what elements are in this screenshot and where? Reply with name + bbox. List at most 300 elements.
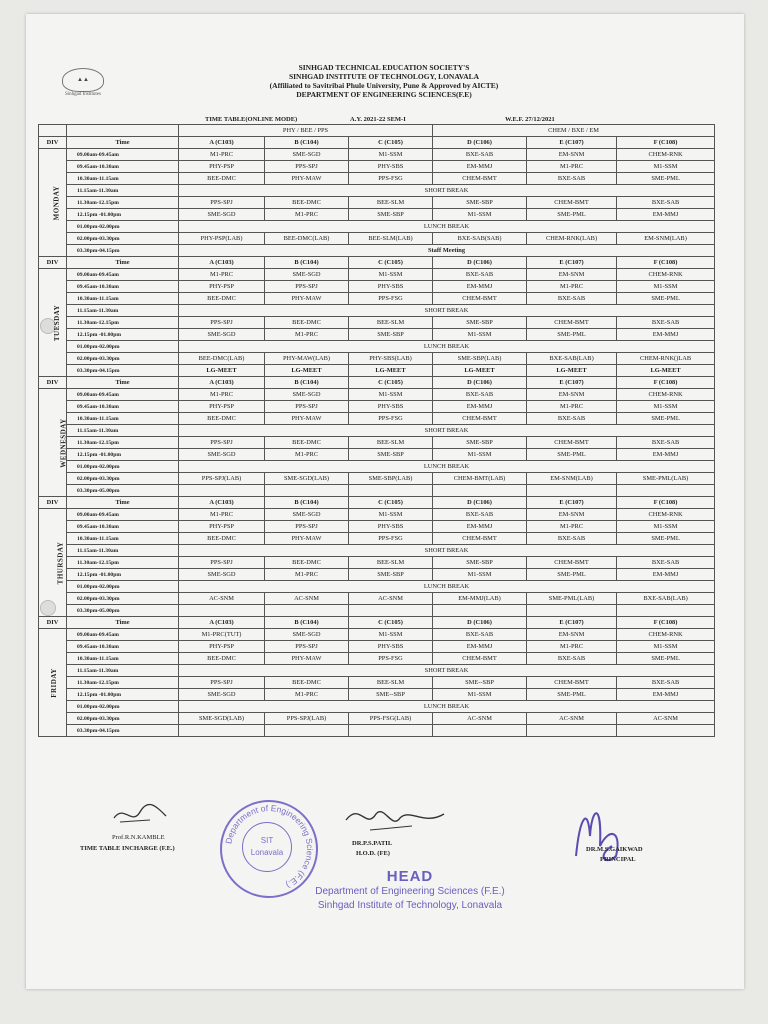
division-header: D (C106) [433, 137, 527, 149]
affiliation: (Affiliated to Savitribai Phule University, Pune & Approved by AICTE) [269, 81, 499, 90]
division-header: F (C108) [617, 377, 715, 389]
time-slot: 03.30pm-05.00pm [67, 605, 179, 617]
group-left-label: PHY / BEE / PPS [179, 125, 433, 137]
time-slot: 10.30am-11.15am [67, 533, 179, 545]
subject-cell: SME-PML(LAB) [617, 473, 715, 485]
division-header: F (C108) [617, 257, 715, 269]
document-header [0, 63, 768, 99]
subject-cell: SME-SBP [433, 317, 527, 329]
subject-cell: BEE-DMC [179, 533, 265, 545]
day-name: FRIDAY [49, 667, 58, 698]
subject-cell: SME-PML [527, 449, 617, 461]
division-header: A (C103) [179, 257, 265, 269]
subject-cell: M1-PRC [527, 641, 617, 653]
seal-center [242, 822, 292, 872]
subject-cell: BEE-DMC [179, 413, 265, 425]
incharge-title: TIME TABLE INCHARGE (F.E.) [80, 845, 175, 852]
group-header-row [39, 125, 715, 137]
division-header-row [39, 497, 715, 509]
table-row [39, 581, 715, 593]
subject-cell: PHY-PSP [179, 281, 265, 293]
table-row [39, 521, 715, 533]
time-slot: 10.30am-11.15am [67, 173, 179, 185]
subject-cell: SME-SBP [349, 449, 433, 461]
subject-cell: M1-SSM [433, 689, 527, 701]
subject-cell: PPS-SPJ [265, 521, 349, 533]
subject-cell: SME-SGD [179, 689, 265, 701]
subject-cell: PPS-FSG [349, 653, 433, 665]
subject-cell: M1-SSM [617, 401, 715, 413]
div-header: DIV [39, 257, 67, 269]
subject-cell: M1-PRC [179, 269, 265, 281]
table-row [39, 413, 715, 425]
subject-cell: EM-SNM [527, 389, 617, 401]
division-header: E (C107) [527, 497, 617, 509]
time-header: Time [67, 377, 179, 389]
subject-cell: EM-MMJ [617, 689, 715, 701]
table-row [39, 149, 715, 161]
division-header: A (C103) [179, 617, 265, 629]
subject-cell: M1-SSM [433, 209, 527, 221]
table-row [39, 245, 715, 257]
subject-cell: M1-PRC [265, 329, 349, 341]
table-row [39, 509, 715, 521]
div-header: DIV [39, 497, 67, 509]
subject-cell: EM-SNM [527, 149, 617, 161]
subject-cell: AC-SNM [617, 713, 715, 725]
subject-cell: PHY-MAW [265, 293, 349, 305]
subject-cell: PHY-SBS [349, 521, 433, 533]
break-cell: SHORT BREAK [179, 185, 715, 197]
table-row [39, 557, 715, 569]
break-cell: LUNCH BREAK [179, 461, 715, 473]
subject-cell: BXE-SAB [433, 389, 527, 401]
time-slot: 02.00pm-03.30pm [67, 353, 179, 365]
div-header: DIV [39, 137, 67, 149]
break-cell: SHORT BREAK [179, 665, 715, 677]
hod-name: DR.P.S.PATIL [352, 840, 393, 847]
table-row [39, 317, 715, 329]
break-cell: LUNCH BREAK [179, 581, 715, 593]
time-slot: 12.15pm -01.00pm [67, 569, 179, 581]
subject-cell: SME-SGD [179, 329, 265, 341]
time-slot: 12.15pm -01.00pm [67, 329, 179, 341]
subject-cell: CHEM-RNK [617, 629, 715, 641]
table-row [39, 677, 715, 689]
break-cell: SHORT BREAK [179, 425, 715, 437]
subject-cell: M1-PRC [179, 149, 265, 161]
time-slot: 09.45am-10.30am [67, 641, 179, 653]
break-cell: SHORT BREAK [179, 305, 715, 317]
subject-cell: CHEM-BMT(LAB) [433, 473, 527, 485]
subject-cell: PHY-MAW [265, 533, 349, 545]
subject-cell: AC-SNM [433, 713, 527, 725]
time-slot: 11.15am-11.30am [67, 545, 179, 557]
subject-cell: PHY-MAW [265, 173, 349, 185]
subject-cell: PPS-SPJ [179, 317, 265, 329]
day-name: THURSDAY [56, 541, 65, 584]
time-slot: 09.45am-10.30am [67, 401, 179, 413]
subject-cell: BXE-SAB [527, 173, 617, 185]
div-header: DIV [39, 377, 67, 389]
subject-cell: M1-PRC [265, 689, 349, 701]
division-header: A (C103) [179, 497, 265, 509]
subject-cell: PPS-SPJ(LAB) [265, 713, 349, 725]
subject-cell: BXE-SAB [527, 293, 617, 305]
time-header: Time [67, 617, 179, 629]
subject-cell: PHY-PSP [179, 641, 265, 653]
time-slot: 11.15am-11.30am [67, 305, 179, 317]
subject-cell: M1-SSM [433, 449, 527, 461]
day-label [39, 629, 67, 737]
subject-cell: BEE-DMC [265, 317, 349, 329]
subject-cell: BXE-SAB [433, 149, 527, 161]
division-header: F (C108) [617, 617, 715, 629]
division-header: C (C105) [349, 377, 433, 389]
table-row [39, 533, 715, 545]
table-row [39, 629, 715, 641]
subject-cell: SME-SBP [349, 329, 433, 341]
subject-cell: SME--SBP [349, 689, 433, 701]
subject-cell: BEE-SLM [349, 197, 433, 209]
hod-title: H.O.D. (FE) [356, 850, 390, 857]
subject-cell: SME-PML [527, 569, 617, 581]
subject-cell: CHEM-BMT [433, 413, 527, 425]
subject-cell [617, 725, 715, 737]
break-cell: LUNCH BREAK [179, 701, 715, 713]
subject-cell [349, 485, 433, 497]
subject-cell: BEE-DMC [265, 677, 349, 689]
subject-cell: SME-SGD [179, 209, 265, 221]
division-header-row [39, 137, 715, 149]
table-row [39, 389, 715, 401]
break-cell: SHORT BREAK [179, 545, 715, 557]
division-header: B (C104) [265, 257, 349, 269]
subject-cell: PPS-SPJ [265, 161, 349, 173]
subject-cell: PHY-MAW(LAB) [265, 353, 349, 365]
subject-cell: EM-MMJ [617, 449, 715, 461]
subject-cell: SME-SGD(LAB) [179, 713, 265, 725]
subject-cell: LG-MEET [179, 365, 265, 377]
table-row [39, 197, 715, 209]
subject-cell: SME-SGD [265, 629, 349, 641]
division-header: C (C105) [349, 497, 433, 509]
time-header: Time [67, 257, 179, 269]
subject-cell: SME--SBP [433, 677, 527, 689]
subject-cell: CHEM-BMT [433, 653, 527, 665]
time-slot: 02.00pm-03.30pm [67, 233, 179, 245]
subject-cell: LG-MEET [265, 365, 349, 377]
subject-cell: BEE-DMC(LAB) [265, 233, 349, 245]
subject-cell: CHEM-BMT [433, 533, 527, 545]
subject-cell: SME-SBP(LAB) [433, 353, 527, 365]
division-header: A (C103) [179, 137, 265, 149]
division-header: B (C104) [265, 377, 349, 389]
subject-cell: BEE-SLM [349, 677, 433, 689]
subject-cell: BEE-SLM [349, 437, 433, 449]
table-row [39, 593, 715, 605]
subject-cell: CHEM-BMT [527, 557, 617, 569]
table-row [39, 173, 715, 185]
table-row [39, 605, 715, 617]
time-slot: 10.30am-11.15am [67, 653, 179, 665]
time-slot: 02.00pm-03.30pm [67, 473, 179, 485]
subject-cell: SME-SGD [179, 569, 265, 581]
subject-cell: M1-SSM [349, 269, 433, 281]
subject-cell: M1-SSM [433, 569, 527, 581]
subject-cell: SME-PML [527, 329, 617, 341]
break-cell: LUNCH BREAK [179, 221, 715, 233]
subject-cell: PHY-SBS [349, 641, 433, 653]
time-header: Time [67, 137, 179, 149]
subject-cell: PPS-SPJ [265, 401, 349, 413]
table-row [39, 365, 715, 377]
subject-cell: SME-PML [527, 689, 617, 701]
subject-cell: EM-MMJ [433, 641, 527, 653]
subject-cell: EM-MMJ [617, 329, 715, 341]
subject-cell: SME-PML [527, 209, 617, 221]
subject-cell: PPS-SPJ [179, 677, 265, 689]
table-row [39, 293, 715, 305]
table-row [39, 425, 715, 437]
subject-cell: CHEM-RNK()LAB [617, 353, 715, 365]
subject-cell: BXE-SAB [617, 317, 715, 329]
subject-cell [527, 725, 617, 737]
time-slot: 09.45am-10.30am [67, 281, 179, 293]
subject-cell [265, 605, 349, 617]
subject-cell: M1-SSM [349, 509, 433, 521]
table-row [39, 221, 715, 233]
time-slot: 12.15pm -01.00pm [67, 449, 179, 461]
subject-cell: PPS-SPJ [179, 557, 265, 569]
time-slot: 11.30am-12.15pm [67, 557, 179, 569]
subject-cell: EM-SNM(LAB) [617, 233, 715, 245]
table-row [39, 329, 715, 341]
hod-stamp [270, 868, 550, 913]
subject-cell: BEE-DMC(LAB) [179, 353, 265, 365]
subject-cell: M1-PRC(TUT) [179, 629, 265, 641]
subject-cell: BXE-SAB [527, 413, 617, 425]
subject-cell: M1-SSM [349, 389, 433, 401]
subject-cell: M1-PRC [527, 281, 617, 293]
subject-cell: SME-PML [617, 173, 715, 185]
subject-cell: BXE-SAB [617, 437, 715, 449]
division-header: C (C105) [349, 257, 433, 269]
day-name: TUESDAY [53, 304, 62, 341]
subject-cell: BEE-DMC [265, 197, 349, 209]
time-slot: 09.00am-09.45am [67, 509, 179, 521]
subject-cell: M1-PRC [179, 389, 265, 401]
subject-cell: M1-SSM [617, 521, 715, 533]
effective-date: W.E.F. 27/12/2021 [505, 116, 555, 123]
subject-cell: BEE-DMC [179, 653, 265, 665]
table-row [39, 485, 715, 497]
subject-cell: CHEM-RNK(LAB) [527, 233, 617, 245]
time-slot: 01.00pm-02.00pm [67, 221, 179, 233]
time-slot: 03.30pm-04.15pm [67, 725, 179, 737]
subject-cell: PPS-SPJ [265, 281, 349, 293]
division-header: E (C107) [527, 257, 617, 269]
time-slot: 03.30pm-04.15pm [67, 245, 179, 257]
time-slot: 11.30am-12.15pm [67, 317, 179, 329]
subject-cell: BEE-DMC [179, 173, 265, 185]
subject-cell: AC-SNM [527, 713, 617, 725]
subject-cell [179, 485, 265, 497]
subject-cell [179, 605, 265, 617]
division-header-row [39, 617, 715, 629]
day-name: WEDNESDAY [59, 417, 68, 468]
time-slot: 02.00pm-03.30pm [67, 593, 179, 605]
subject-cell: BXE-SAB [433, 629, 527, 641]
division-header: B (C104) [265, 497, 349, 509]
division-header-row [39, 377, 715, 389]
subject-cell: EM-SNM [527, 629, 617, 641]
table-row [39, 725, 715, 737]
subject-cell: PHY-PSP [179, 401, 265, 413]
time-slot: 01.00pm-02.00pm [67, 701, 179, 713]
table-row [39, 209, 715, 221]
subject-cell: BXE-SAB [617, 677, 715, 689]
subject-cell: PHY-PSP [179, 161, 265, 173]
time-slot: 09.00am-09.45am [67, 389, 179, 401]
subject-cell [617, 605, 715, 617]
subject-cell [527, 605, 617, 617]
subject-cell: PPS-SPJ [179, 197, 265, 209]
day-label [39, 389, 67, 497]
subject-cell: CHEM-BMT [527, 197, 617, 209]
subject-cell: SME-SBP(LAB) [349, 473, 433, 485]
academic-year: A.Y. 2021-22 SEM-I [350, 116, 406, 123]
subject-cell: PPS-FSG(LAB) [349, 713, 433, 725]
subject-cell: CHEM-BMT [433, 173, 527, 185]
subject-cell: SME-SGD [265, 509, 349, 521]
break-cell: LUNCH BREAK [179, 341, 715, 353]
subject-cell: SME-SBP [433, 437, 527, 449]
time-slot: 11.30am-12.15pm [67, 437, 179, 449]
subject-cell: EM-SNM [527, 269, 617, 281]
subject-cell: EM-MMJ(LAB) [433, 593, 527, 605]
subject-cell: PHY-SBS(LAB) [349, 353, 433, 365]
subject-cell: CHEM-BMT [527, 437, 617, 449]
subject-cell: M1-SSM [617, 641, 715, 653]
subject-cell: PHY-SBS [349, 401, 433, 413]
subject-cell: M1-SSM [433, 329, 527, 341]
subject-cell: EM-MMJ [433, 401, 527, 413]
division-header: A (C103) [179, 377, 265, 389]
subject-cell: SME-SBP [349, 569, 433, 581]
subject-cell: LG-MEET [349, 365, 433, 377]
subject-cell: BEE-SLM [349, 557, 433, 569]
time-slot: 01.00pm-02.00pm [67, 341, 179, 353]
day-label [39, 269, 67, 377]
subject-cell: SME-PML [617, 293, 715, 305]
group-right-label: CHEM / BXE / EM [433, 125, 715, 137]
subject-cell: PPS-FSG [349, 413, 433, 425]
subject-cell: AC-SNM [179, 593, 265, 605]
table-row [39, 269, 715, 281]
subject-cell: EM-MMJ [433, 281, 527, 293]
time-slot: 11.15am-11.30am [67, 425, 179, 437]
subject-cell: LG-MEET [527, 365, 617, 377]
subject-cell: M1-PRC [265, 449, 349, 461]
division-header: E (C107) [527, 617, 617, 629]
division-header: F (C108) [617, 137, 715, 149]
time-slot: 11.30am-12.15pm [67, 197, 179, 209]
subject-cell: M1-SSM [617, 281, 715, 293]
subject-cell: CHEM-RNK [617, 269, 715, 281]
subject-cell: M1-PRC [179, 509, 265, 521]
subject-cell: BXE-SAB [527, 653, 617, 665]
subject-cell: M1-SSM [349, 629, 433, 641]
division-header: E (C107) [527, 377, 617, 389]
table-row [39, 689, 715, 701]
time-slot: 01.00pm-02.00pm [67, 581, 179, 593]
subject-cell: EM-MMJ [433, 161, 527, 173]
table-row [39, 281, 715, 293]
subject-cell: BEE-DMC [179, 293, 265, 305]
table-row [39, 473, 715, 485]
time-slot: 11.15am-11.30am [67, 665, 179, 677]
table-row [39, 641, 715, 653]
time-slot: 09.00am-09.45am [67, 269, 179, 281]
subject-cell: M1-SSM [617, 161, 715, 173]
subject-cell: CHEM-BMT [527, 677, 617, 689]
subject-cell: M1-PRC [527, 521, 617, 533]
table-row [39, 461, 715, 473]
subject-cell: BXE-SAB [617, 197, 715, 209]
svg-text:Department of Engineering Scie: Department of Engineering Science (F.E.) [223, 802, 316, 891]
subject-cell: SME-SBP [349, 209, 433, 221]
table-row [39, 341, 715, 353]
table-row [39, 449, 715, 461]
incharge-name: Prof.R.N.KAMBLE [112, 834, 165, 841]
table-row [39, 161, 715, 173]
day-label [39, 509, 67, 617]
time-slot: 03.30pm-05.00pm [67, 485, 179, 497]
subject-cell: PHY-SBS [349, 161, 433, 173]
time-slot: 11.15am-11.30am [67, 185, 179, 197]
subject-cell: SME-SGD [265, 269, 349, 281]
time-slot: 09.00am-09.45am [67, 629, 179, 641]
subject-cell: EM-MMJ [617, 209, 715, 221]
subject-cell [433, 605, 527, 617]
subject-cell: EM-SNM [527, 509, 617, 521]
subject-cell [265, 485, 349, 497]
department-name: DEPARTMENT OF ENGINEERING SCIENCES(F.E) [296, 90, 472, 99]
subject-cell [527, 485, 617, 497]
division-header: C (C105) [349, 137, 433, 149]
day-name: MONDAY [52, 185, 61, 220]
hod-signature [340, 800, 450, 840]
subject-cell [349, 725, 433, 737]
division-header: D (C106) [433, 257, 527, 269]
time-slot: 09.45am-10.30am [67, 161, 179, 173]
subject-cell: CHEM-RNK [617, 389, 715, 401]
subject-cell: SME-PML [617, 533, 715, 545]
hod-stamp-title: HEAD [386, 868, 434, 885]
subject-cell: BEE-DMC [265, 437, 349, 449]
timetable-title: TIME TABLE(ONLINE MODE) [205, 116, 298, 123]
table-row [39, 665, 715, 677]
subject-cell: BXE-SAB [527, 533, 617, 545]
subject-cell: PPS-FSG [349, 173, 433, 185]
subject-cell [617, 485, 715, 497]
time-slot: 09.00am-09.45am [67, 149, 179, 161]
hod-stamp-line2: Sinhgad Institute of Technology, Lonavala [317, 900, 503, 911]
subject-cell: SME-PML [617, 653, 715, 665]
subject-cell: EM-MMJ [433, 521, 527, 533]
division-header: D (C106) [433, 497, 527, 509]
